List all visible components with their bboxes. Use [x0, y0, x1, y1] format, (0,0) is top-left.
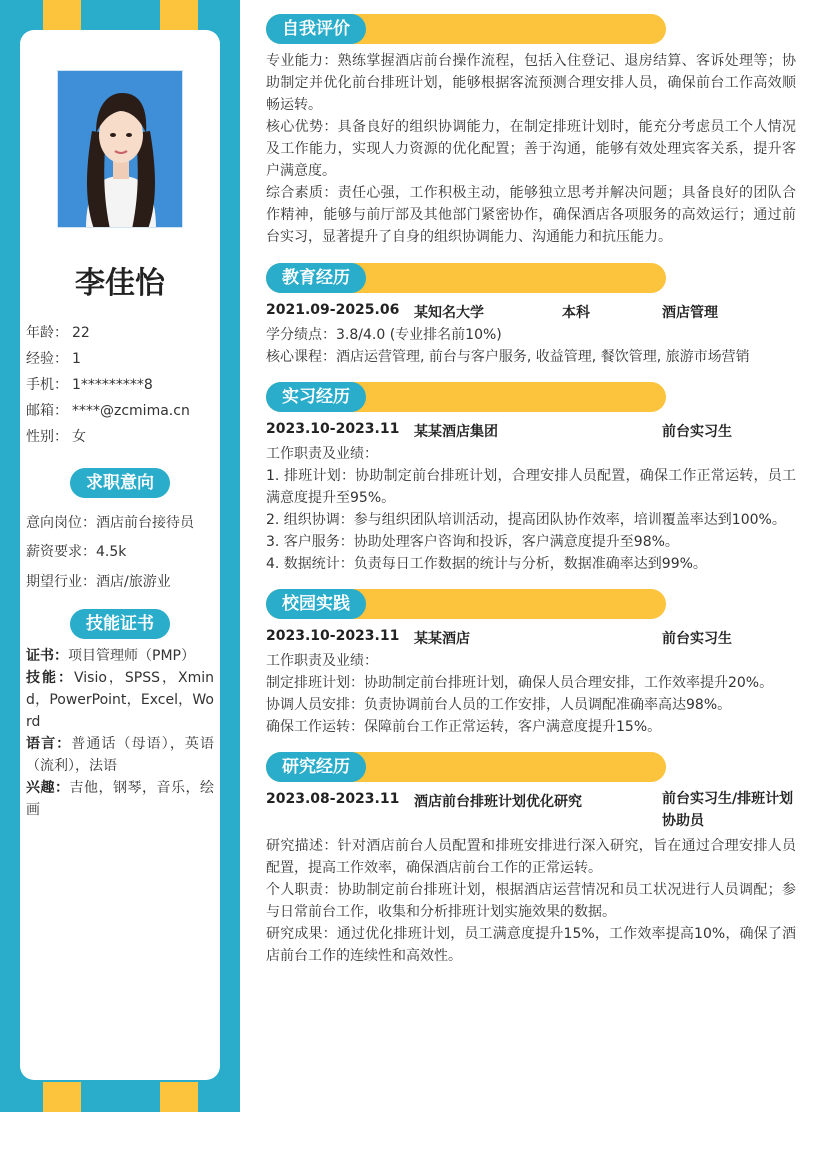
education-major: 酒店管理 — [662, 305, 718, 321]
internship-line: 1. 排班计划：协助制定前台排班计划，合理安排人员配置，确保工作正常运转，员工满意度提升至95%。 — [266, 468, 796, 506]
campus-org: 某某酒店 — [414, 631, 470, 647]
section-campus — [266, 589, 666, 619]
skills-heading: 技能证书 — [70, 609, 170, 639]
section-title: 研究经历 — [266, 752, 366, 782]
research-project: 酒店前台排班计划优化研究 — [414, 794, 582, 810]
info-email: 邮箱： ****@zcmima.cn — [26, 403, 190, 419]
research-period: 2023.08-2023.11 — [266, 791, 400, 807]
campus-line: 制定排班计划：协助制定前台排班计划，确保人员合理安排，工作效率提升20%。 — [266, 675, 774, 691]
self-eval-text — [266, 50, 796, 248]
research-role: 前台实习生/排班计划协助员 — [662, 791, 794, 829]
internship-period: 2023.10-2023.11 — [266, 421, 400, 437]
self-eval-para: 核心优势：具备良好的组织协调能力，在制定排班计划时，能充分考虑员工个人情况及工作能力，实现人力资源的优化配置；善于沟通，能够有效处理宾客关系，提升客户满意度。 — [266, 119, 796, 179]
skill-hobbies: 兴趣：吉他，钢琴，音乐，绘画 — [26, 780, 214, 818]
internship-line: 3. 客户服务：协助处理客户咨询和投诉，客户满意度提升至98%。 — [266, 534, 679, 550]
info-age: 年龄： 22 — [26, 325, 90, 341]
decor-stripe — [160, 1082, 198, 1112]
section-education — [266, 263, 666, 293]
education-school: 某知名大学 — [414, 305, 484, 321]
info-phone: 手机： 1*********8 — [26, 377, 153, 393]
intent-heading: 求职意向 — [70, 468, 170, 498]
research-details — [266, 835, 796, 967]
education-line: 学分绩点：3.8/4.0 (专业排名前10%) — [266, 327, 502, 343]
section-self-eval — [266, 14, 666, 44]
campus-details — [266, 650, 796, 738]
skill-tools: 技能：Visio，SPSS，Xmind，PowerPoint，Excel，Word — [26, 670, 214, 730]
info-experience: 经验： 1 — [26, 351, 81, 367]
campus-period: 2023.10-2023.11 — [266, 628, 400, 644]
research-line: 研究描述：针对酒店前台人员配置和排班安排进行深入研究，旨在通过合理安排人员配置，提高工作效率，确保酒店前台工作的正常运转。 — [266, 838, 796, 876]
education-line: 核心课程：酒店运营管理, 前台与客户服务, 收益管理, 餐饮管理, 旅游市场营销 — [266, 349, 750, 365]
campus-role: 前台实习生 — [662, 631, 732, 647]
skills-list — [26, 645, 214, 821]
intent-position: 意向岗位：酒店前台接待员 — [26, 515, 194, 531]
section-internship — [266, 382, 666, 412]
internship-org: 某某酒店集团 — [414, 424, 498, 440]
skill-languages: 语言：普通话（母语），英语（流利），法语 — [26, 736, 214, 774]
internship-line: 工作职责及业绩： — [266, 446, 378, 462]
education-details — [266, 324, 796, 368]
section-title: 自我评价 — [266, 14, 366, 44]
self-eval-para: 专业能力：熟练掌握酒店前台操作流程，包括入住登记、退房结算、客诉处理等；协助制定并优化前台排班计划，能够根据客流预测合理安排人员，确保前台工作高效顺畅运转。 — [266, 53, 796, 113]
internship-line: 2. 组织协调：参与组织团队培训活动，提高团队协作效率，培训覆盖率达到100%。 — [266, 512, 786, 528]
internship-details — [266, 443, 796, 575]
skill-certificate: 证书：项目管理师（PMP） — [26, 648, 195, 664]
profile-photo — [57, 70, 183, 228]
section-research — [266, 752, 666, 782]
info-gender: 性别： 女 — [26, 429, 86, 445]
internship-role: 前台实习生 — [662, 424, 732, 440]
campus-line: 工作职责及业绩： — [266, 653, 378, 669]
education-period: 2021.09-2025.06 — [266, 302, 400, 318]
campus-line: 协调人员安排：负责协调前台人员的工作安排，人员调配准确率高达98%。 — [266, 697, 732, 713]
section-title: 教育经历 — [266, 263, 366, 293]
campus-line: 确保工作运转：保障前台工作正常运转，客户满意度提升15%。 — [266, 719, 662, 735]
research-line: 研究成果：通过优化排班计划，员工满意度提升15%，工作效率提高10%，确保了酒店前台工作的连续性和高效性。 — [266, 926, 796, 964]
decor-stripe — [160, 0, 198, 30]
education-degree: 本科 — [562, 305, 590, 321]
intent-salary: 薪资要求：4.5k — [26, 544, 127, 560]
decor-stripe — [43, 1082, 81, 1112]
section-title: 校园实践 — [266, 589, 366, 619]
intent-industry: 期望行业：酒店/旅游业 — [26, 574, 171, 590]
research-line: 个人职责：协助制定前台排班计划，根据酒店运营情况和员工状况进行人员调配；参与日常前台工作，收集和分析排班计划实施效果的数据。 — [266, 882, 796, 920]
self-eval-para: 综合素质：责任心强，工作积极主动，能够独立思考并解决问题；具备良好的团队合作精神，能够与前厅部及其他部门紧密协作，确保酒店各项服务的高效运行；通过前台实习，显著提升了自身的组织协调能力、沟通能力和抗压能力。 — [266, 185, 796, 245]
internship-line: 4. 数据统计：负责每日工作数据的统计与分析，数据准确率达到99%。 — [266, 556, 707, 572]
decor-stripe — [43, 0, 81, 30]
section-title: 实习经历 — [266, 382, 366, 412]
profile-name: 李佳怡 — [75, 266, 165, 301]
